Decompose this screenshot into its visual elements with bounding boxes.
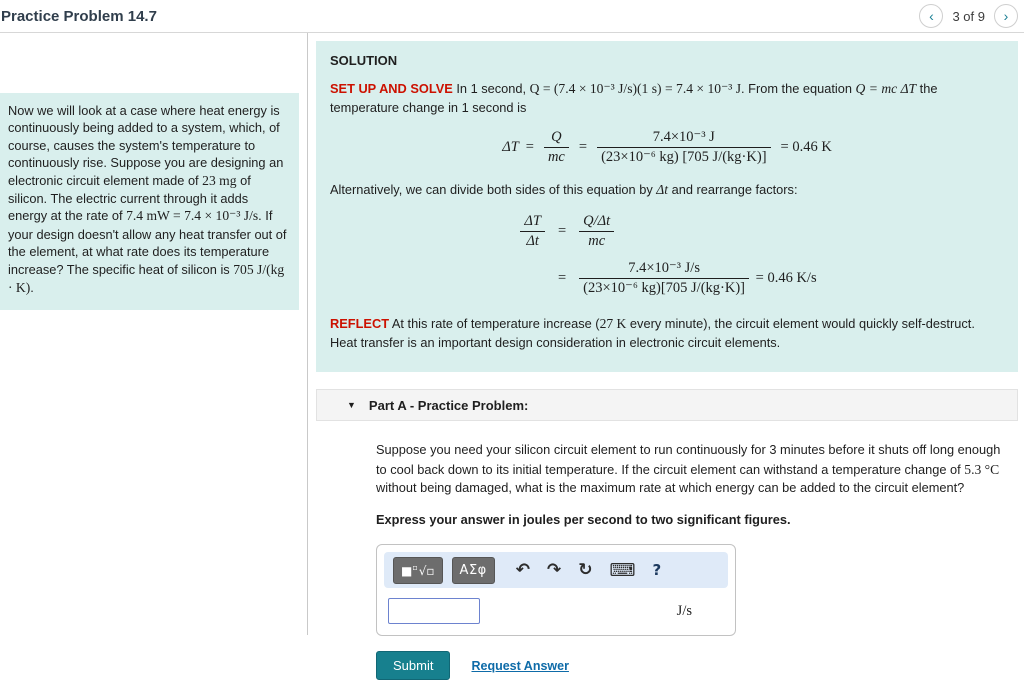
reflect-paragraph: REFLECT At this rate of temperature increase (27 K every minute), the circuit element would quickly self-destruct. Heat transfer is an important design consideration in electronic circuit elements. — [330, 315, 975, 350]
problem-panel — [0, 33, 308, 635]
submit-button[interactable]: Submit — [376, 651, 450, 680]
part-a-body — [316, 421, 1018, 680]
reflect-label: REFLECT — [330, 315, 390, 331]
keyboard-button[interactable] — [605, 560, 639, 581]
request-answer-link[interactable]: Request Answer — [471, 658, 569, 673]
collapse-triangle-icon: ▼ — [347, 400, 356, 411]
problem-math: 23 mg — [202, 172, 237, 188]
part-a-header[interactable] — [316, 389, 1018, 421]
prev-page-button[interactable] — [919, 4, 943, 28]
problem-text: Now we will look at a case where heat energy is continuously being added to a system, which, of course, causes the system's temperature to continuously rise. Suppose you are designing an electronic circuit element made of — [8, 103, 284, 188]
setup-paragraph: SET UP AND SOLVE In 1 second, Q = (7.4 × 10⁻³ J/s)(1 s) = 7.4 × 10⁻³ J. From the equation Q = mc ΔT the temperature change in 1 second is — [330, 81, 938, 115]
chevron-left-icon: ‹ — [929, 8, 934, 24]
fraction-q-over-mc: $\frac{Q}{mc}$ — [544, 129, 569, 166]
greek-symbols-button[interactable] — [452, 557, 495, 584]
help-icon: ? — [652, 561, 662, 579]
solution-panel — [308, 33, 1024, 673]
header — [0, 0, 1024, 33]
redo-button[interactable] — [543, 560, 565, 580]
keyboard-icon: ⌨ — [609, 559, 636, 581]
pager — [919, 4, 1018, 28]
unit-label: J/s — [676, 602, 692, 619]
part-a-title: Part A - Practice Problem: — [368, 397, 529, 413]
fraction-numeric: $\frac{\text{7.4×10⁻³ J}}{\text{(23×10⁻⁶ kg) [705 J/(kg·K)]}}$ — [597, 129, 770, 166]
equation-toolbar — [384, 552, 728, 588]
answer-row — [384, 588, 728, 628]
alternative-paragraph: Alternatively, we can divide both sides of this equation by Δt and rearrange factors: — [330, 182, 798, 198]
actions — [376, 651, 1008, 680]
chevron-right-icon: › — [1003, 8, 1009, 24]
reset-icon: ↻ — [578, 560, 593, 580]
fraction-qdt-over-mc: $\frac{Q/\Delta t}{mc}$ — [579, 213, 614, 250]
solution-box — [316, 41, 1018, 372]
part-a-question: Suppose you need your silicon circuit element to run continuously for 3 minutes before it shuts off long enough to cool back down to its initial temperature. If the circuit element can withstand a temperature change of 5.3 °C without being damaged, what is the maximum rate at which energy can be added to the circuit element? — [376, 442, 1001, 496]
help-button[interactable] — [648, 561, 665, 579]
next-page-button[interactable] — [994, 4, 1018, 28]
fraction-numeric-rate: $\frac{\text{7.4×10⁻³ J/s}}{\text{(23×10⁻⁶ kg)[705 J/(kg·K)]}}$ — [579, 260, 749, 297]
fraction-dt-over-dt: $\frac{\Delta T}{\Delta t}$ — [520, 213, 545, 250]
redo-icon: ↷ — [546, 560, 562, 580]
content — [0, 33, 1024, 673]
equation-delta-t: ΔT = $\frac{Q}{mc}$ = $\frac{\text{7.4×10⁻³ J}}{\text{(23×10⁻⁶ kg) [705 J/(kg·K)]}}$ = 0.46 K — [502, 129, 832, 166]
undo-button[interactable] — [512, 560, 534, 580]
answer-input[interactable] — [388, 598, 480, 624]
equation-template-icon: ■▫√▫ — [401, 562, 435, 578]
problem-statement: Now we will look at a case where heat energy is continuously being added to a system, which, of course, causes the system's temperature to continuously rise. Suppose you are designing an electronic circuit element made of 23 mg of silicon. The electric current through it adds energy at the rate of 7.4 mW = 7.4 × 10⁻³ J/s. If your design doesn't allow any heat transfer out of the element, at what rate does its temperature increase? The specific heat of silicon is 705 J/(kg · K). — [0, 93, 299, 310]
pagination-label: 3 of 9 — [952, 8, 985, 24]
equation-template-button[interactable] — [393, 557, 443, 584]
undo-icon: ↶ — [515, 560, 530, 580]
equation-rate: $\frac{\Delta T}{\Delta t}$ = $\frac{Q/\Delta t}{mc}$ = $\frac{\text{7.4×10⁻³ J/s}}{\text{(23×10⁻⁶ kg)[705 J/(kg·K)]}}$ = 0.46 K/s — [512, 208, 821, 302]
answer-instruction: Express your answer in joules per second to two significant figures. — [376, 512, 791, 527]
answer-box — [376, 544, 736, 636]
reset-button[interactable] — [574, 560, 596, 580]
greek-symbols-icon: ΑΣφ — [459, 562, 487, 578]
page-title: Practice Problem 14.7 — [1, 7, 157, 25]
setup-label: SET UP AND SOLVE — [330, 81, 453, 96]
solution-heading: SOLUTION — [330, 53, 398, 68]
